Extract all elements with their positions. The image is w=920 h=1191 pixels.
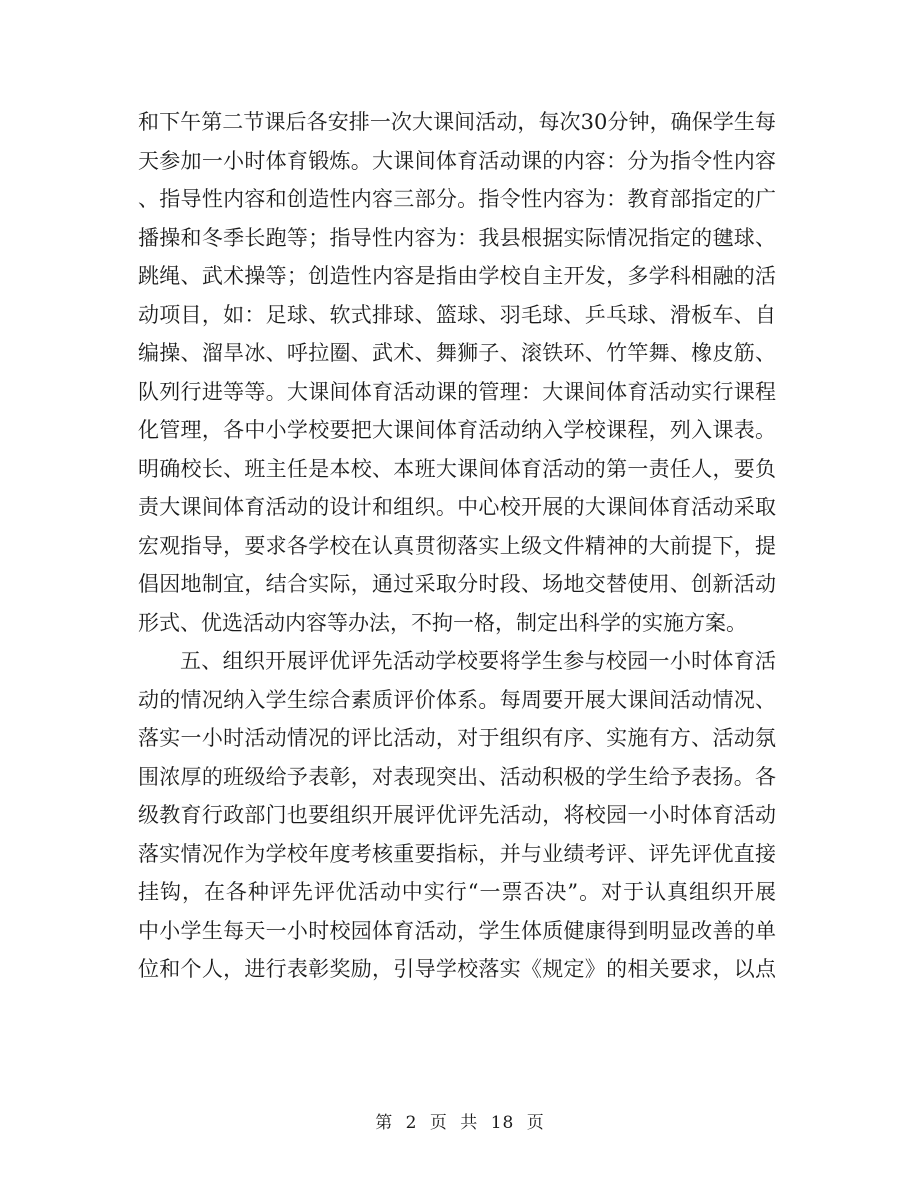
text-line: 责大课间体育活动的设计和组织。中心校开展的大课间体育活动采取 [138, 495, 776, 519]
footer-di: 第 [375, 1113, 394, 1133]
text-line: 落实一小时活动情况的评比活动，对于组织有序、实施有方、活动氛 [138, 726, 776, 750]
text-line: 编操、溜旱冰、呼拉圈、武术、舞狮子、滚铁环、竹竿舞、橡皮筋、 [138, 341, 776, 365]
text-line: 化管理，各中小学校要把大课间体育活动纳入学校课程，列入课表。 [138, 418, 776, 442]
footer-gong: 共 [460, 1113, 479, 1133]
text-line: 中小学生每天一小时校园体育活动，学生体质健康得到明显改善的单 [138, 918, 776, 943]
body-text [138, 103, 776, 989]
paragraph-first-line: 五、组织开展评优评先活动学校要将学生参与校园一小时体育活 [180, 649, 776, 673]
text-line: 位和个人，进行表彰奖励，引导学校落实《规定》的相关要求，以点 [138, 957, 776, 981]
text-line: 跳绳、武术操等；创造性内容是指由学校自主开发，多学科相融的活 [138, 264, 776, 288]
text-line: 落实情况作为学校年度考核重要指标，并与业绩考评、评先评优直接 [138, 841, 776, 866]
text-line: 天参加一小时体育锻炼。大课间体育活动课的内容：分为指令性内容 [138, 148, 776, 173]
text-line: 、指导性内容和创造性内容三部分。指令性内容为：教育部指定的广 [138, 187, 776, 211]
text-line: 队列行进等等。大课间体育活动课的管理：大课间体育活动实行课程 [138, 379, 776, 404]
text-line: 形式、优选活动内容等办法，不拘一格，制定出科学的实施方案。 [138, 610, 747, 635]
text-line: 动项目，如：足球、软式排球、篮球、羽毛球、乒乓球、滑板车、自 [138, 302, 776, 327]
text-line: 挂钩，在各种评先评优活动中实行“一票否决”。对于认真组织开展 [138, 880, 776, 904]
text-line: 倡因地制宜，结合实际，通过采取分时段、场地交替使用、创新活动 [138, 572, 776, 596]
text-line: 明确校长、班主任是本校、本班大课间体育活动的第一责任人，要负 [138, 456, 776, 481]
text-line: 和下午第二节课后各安排一次大课间活动，每次30分钟，确保学生每 [138, 110, 776, 134]
footer-ye: 页 [526, 1113, 545, 1133]
footer-ye: 页 [429, 1113, 448, 1133]
text-line: 级教育行政部门也要组织开展评优评先活动，将校园一小时体育活动 [138, 803, 776, 827]
page-number: 2 [405, 1113, 418, 1133]
text-line: 播操和冬季长跑等；指导性内容为：我县根据实际情况指定的毽球、 [138, 225, 776, 250]
total-pages: 18 [490, 1113, 515, 1133]
text-line: 宏观指导，要求各学校在认真贯彻落实上级文件精神的大前提下，提 [138, 533, 776, 558]
text-line: 动的情况纳入学生综合素质评价体系。每周要开展大课间活动情况、 [138, 687, 776, 712]
page-footer [0, 1108, 920, 1133]
text-line: 围浓厚的班级给予表彰，对表现突出、活动积极的学生给予表扬。各 [138, 764, 776, 789]
